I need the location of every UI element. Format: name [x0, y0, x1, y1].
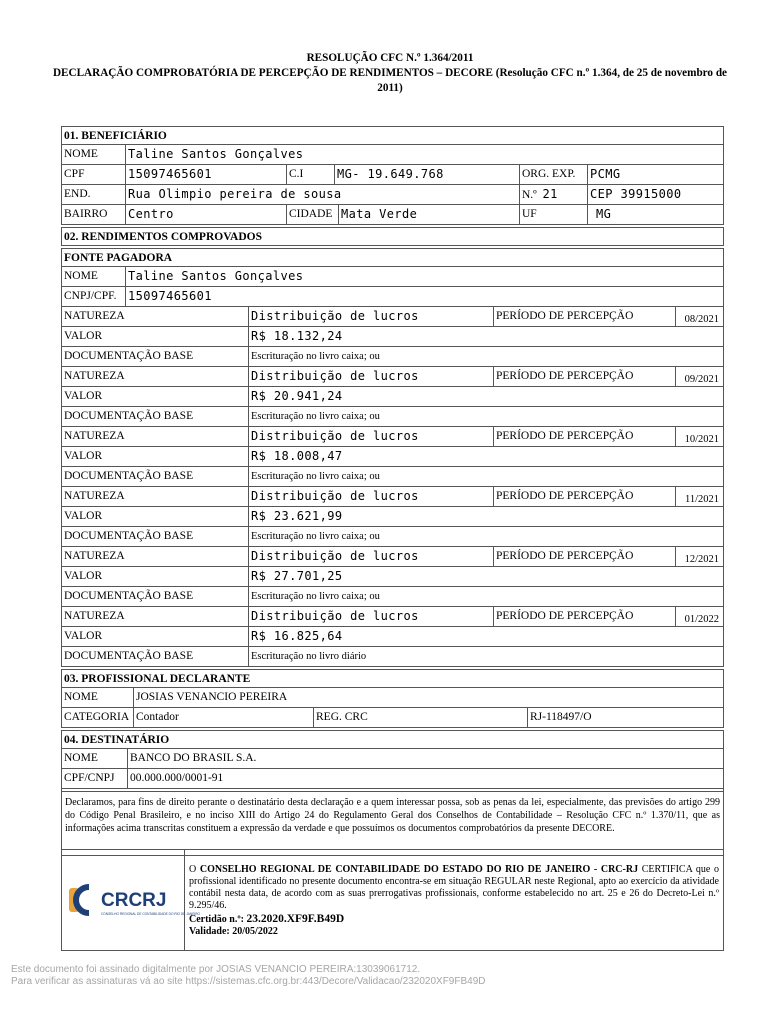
section-destinatario: 04. DESTINATÁRIO	[61, 730, 724, 749]
periodo-label: PERÍODO DE PERCEPÇÃO	[494, 547, 676, 566]
reg-crc-label: REG. CRC	[314, 708, 528, 727]
fonte-cnpj-label: CNPJ/CPF.	[62, 287, 126, 306]
profissional-nome-label: NOME	[62, 688, 134, 707]
beneficiario-cpf: 15097465601	[126, 165, 287, 184]
beneficiario-uf: MG	[596, 207, 612, 221]
signature-line: Este documento foi assinado digitalmente por JOSIAS VENANCIO PEREIRA:13039061712.	[11, 964, 421, 975]
fonte-cnpj-row	[61, 287, 724, 307]
natureza-value: Distribuição de lucros	[249, 427, 494, 446]
natureza-label: NATUREZA	[62, 427, 249, 446]
certidao-number: 23.2020.XF9F.B49D	[246, 913, 345, 925]
valor-row	[61, 507, 724, 527]
certificate-org: CONSELHO REGIONAL DE CONTABILIDADE DO ESTADO DO RIO DE JANEIRO - CRC-RJ	[199, 864, 639, 875]
certificate-statement: CERTIFICA que o profissional identificado no presente documento encontra-se em situação REGULAR neste Regional, apto ao exercício da atividade contábil nesta data, de acordo com as suas prerrogativas profissionais, conforme estabelecido no art. 25 e 26 do Decreto-Lei n.º 9.295/46.	[189, 864, 719, 911]
numero	[520, 185, 588, 204]
periodo-value-cell	[676, 427, 723, 446]
certidao-line	[189, 913, 719, 926]
validade-label: Validade:	[189, 926, 230, 937]
certidao-label: Certidão n.º:	[189, 914, 244, 925]
periodo-value-cell	[676, 547, 723, 566]
periodo-value-cell	[676, 307, 723, 326]
valor-value: R$ 23.621,99	[251, 509, 343, 523]
logo-subtext: CONSELHO REGIONAL DE CONTABILIDADE DO RIO DE JANEIRO	[101, 912, 201, 916]
periodo-value: 08/2021	[684, 314, 719, 325]
section-profissional: 03. PROFISSIONAL DECLARANTE	[61, 669, 724, 688]
natureza-label: NATUREZA	[62, 607, 249, 626]
documentacao-value: Escrituração no livro caixa; ou	[251, 531, 380, 542]
periodo-value: 10/2021	[684, 434, 719, 445]
natureza-row	[61, 307, 724, 327]
fonte-nome: Taline Santos Gonçalves	[128, 269, 304, 283]
certificate-prefix: O	[189, 864, 197, 875]
natureza-value: Distribuição de lucros	[249, 547, 494, 566]
beneficiario-bairro-row	[61, 205, 724, 225]
signature-footer	[11, 964, 486, 988]
documentacao-row	[61, 587, 724, 607]
logo-arc-icon	[76, 887, 89, 913]
documentacao-value: Escrituração no livro diário	[251, 651, 367, 662]
crc-certificate	[61, 849, 724, 951]
periodo-value-cell	[676, 487, 723, 506]
periodo-value: 11/2021	[684, 494, 719, 505]
fonte-cnpj: 15097465601	[128, 289, 212, 303]
profissional-categoria: Contador	[134, 708, 314, 727]
documentacao-value: Escrituração no livro caixa; ou	[251, 411, 380, 422]
natureza-value: Distribuição de lucros	[249, 607, 494, 626]
periodo-label: PERÍODO DE PERCEPÇÃO	[494, 307, 676, 326]
documentacao-label: DOCUMENTAÇÃO BASE	[62, 587, 249, 606]
periodo-label: PERÍODO DE PERCEPÇÃO	[494, 607, 676, 626]
documentacao-value: Escrituração no livro caixa; ou	[251, 591, 380, 602]
crcrj-logo-graphic	[67, 875, 201, 925]
profissional-reg-crc: RJ-118497/O	[530, 711, 592, 723]
natureza-row	[61, 427, 724, 447]
cpf-label: CPF	[62, 165, 126, 184]
documentacao-label: DOCUMENTAÇÃO BASE	[62, 347, 249, 366]
beneficiario-ci: MG- 19.649.768	[335, 165, 520, 184]
declaration-title: DECLARAÇÃO COMPROBATÓRIA DE PERCEPÇÃO DE RENDIMENTOS – DECORE (Resolução CFC n.º 1.364, de 25 de novembro de 2011)	[52, 67, 728, 94]
destinatario-nome-label: NOME	[62, 749, 128, 768]
periodo-value: 09/2021	[684, 374, 719, 385]
documentacao-label: DOCUMENTAÇÃO BASE	[62, 407, 249, 426]
logo-text: CRCRJ	[101, 890, 167, 911]
periodo-label: PERÍODO DE PERCEPÇÃO	[494, 487, 676, 506]
valor-row	[61, 567, 724, 587]
documentacao-row	[61, 347, 724, 367]
ci-label: C.I	[287, 165, 335, 184]
beneficiario-cidade: Mata Verde	[339, 205, 520, 224]
periodo-value: 12/2021	[684, 554, 719, 565]
document-header	[40, 51, 740, 96]
section-beneficiario: 01. BENEFICIÁRIO	[61, 126, 724, 145]
natureza-label: NATUREZA	[62, 307, 249, 326]
natureza-row	[61, 607, 724, 627]
natureza-value: Distribuição de lucros	[249, 307, 494, 326]
valor-label: VALOR	[62, 447, 249, 466]
documentacao-label: DOCUMENTAÇÃO BASE	[62, 467, 249, 486]
verification-link[interactable]: Para verificar as assinaturas vá ao site https://sistemas.cfc.org.br:443/Decore/Validacao/232020XF9FB49D	[11, 976, 486, 987]
valor-value: R$ 18.008,47	[251, 449, 343, 463]
fonte-nome-row	[61, 267, 724, 287]
beneficiario-cpf-row	[61, 165, 724, 185]
natureza-label: NATUREZA	[62, 367, 249, 386]
valor-label: VALOR	[62, 567, 249, 586]
documentacao-label: DOCUMENTAÇÃO BASE	[62, 527, 249, 546]
valor-label: VALOR	[62, 387, 249, 406]
validade-line	[189, 926, 719, 938]
profissional-categoria-row	[61, 708, 724, 728]
natureza-row	[61, 547, 724, 567]
beneficiario-bairro: Centro	[126, 205, 287, 224]
crcrj-logo	[62, 850, 201, 950]
bairro-label: BAIRRO	[62, 205, 126, 224]
documentacao-row	[61, 407, 724, 427]
valor-value: R$ 18.132,24	[251, 329, 343, 343]
valor-value: R$ 16.825,64	[251, 629, 343, 643]
valor-value: R$ 27.701,25	[251, 569, 343, 583]
valor-label: VALOR	[62, 627, 249, 646]
rendimentos-entries	[61, 307, 724, 667]
documentacao-label: DOCUMENTAÇÃO BASE	[62, 647, 249, 666]
periodo-value-cell	[676, 607, 723, 626]
periodo-label: PERÍODO DE PERCEPÇÃO	[494, 367, 676, 386]
valor-label: VALOR	[62, 507, 249, 526]
nome-label: NOME	[62, 145, 126, 164]
documentacao-row	[61, 647, 724, 667]
profissional-nome-row	[61, 688, 724, 708]
uf-label: UF	[520, 205, 588, 224]
profissional-nome: JOSIAS VENANCIO PEREIRA	[136, 691, 288, 703]
beneficiario-end-row	[61, 185, 724, 205]
validade-date: 20/05/2022	[232, 926, 278, 937]
numero-label: N.º	[522, 189, 537, 201]
natureza-row	[61, 487, 724, 507]
resolution-title: RESOLUÇÃO CFC N.º 1.364/2011	[306, 52, 474, 64]
certificate-body	[189, 864, 719, 912]
fonte-pagadora-title: FONTE PAGADORA	[61, 248, 724, 267]
natureza-row	[61, 367, 724, 387]
beneficiario-nome-row	[61, 145, 724, 165]
beneficiario-end: Rua Olimpio pereira de sousa	[126, 185, 520, 204]
fonte-nome-label: NOME	[62, 267, 126, 286]
org-exp-label: ORG. EXP.	[520, 165, 588, 184]
periodo-value: 01/2022	[684, 614, 719, 625]
natureza-value: Distribuição de lucros	[249, 367, 494, 386]
natureza-label: NATUREZA	[62, 487, 249, 506]
destinatario-cpf: 00.000.000/0001-91	[130, 772, 224, 784]
certificate-text	[185, 850, 723, 950]
periodo-label: PERÍODO DE PERCEPÇÃO	[494, 427, 676, 446]
documentacao-value: Escrituração no livro caixa; ou	[251, 471, 380, 482]
valor-row	[61, 447, 724, 467]
destinatario-nome: BANCO DO BRASIL S.A.	[130, 752, 257, 764]
categoria-label: CATEGORIA	[62, 708, 134, 727]
destinatario-cpf-label: CPF/CNPJ	[62, 769, 128, 788]
destinatario-cpf-row	[61, 769, 724, 789]
beneficiario-nome: Taline Santos Gonçalves	[128, 147, 304, 161]
declaration-text: Declaramos, para fins de direito perante o destinatário desta declaração e a quem interessar possa, sob as penas da lei, especialmente, das previsões do artigo 299 do Código Penal Brasileiro, e no inciso XIII do Artigo 24 do Regulamento Geral dos Conselhos de Contabilidade – Resolução CFC n.º 1.370/11, que as informações acima transcritas constituem a expressão da verdade e que possuímos os documentos comprobatórios da presente DECORE.	[61, 791, 724, 856]
natureza-label: NATUREZA	[62, 547, 249, 566]
valor-row	[61, 387, 724, 407]
cidade-label: CIDADE	[287, 205, 339, 224]
valor-row	[61, 627, 724, 647]
valor-label: VALOR	[62, 327, 249, 346]
beneficiario-cep: CEP 39915000	[590, 187, 682, 201]
documentacao-value: Escrituração no livro caixa; ou	[251, 351, 380, 362]
documentacao-row	[61, 467, 724, 487]
beneficiario-numero: 21	[542, 187, 558, 201]
section-rendimentos: 02. RENDIMENTOS COMPROVADOS	[61, 227, 724, 246]
end-label: END.	[62, 185, 126, 204]
beneficiario-org-exp: PCMG	[590, 167, 621, 181]
valor-value: R$ 20.941,24	[251, 389, 343, 403]
natureza-value: Distribuição de lucros	[249, 487, 494, 506]
valor-row	[61, 327, 724, 347]
decore-form	[61, 126, 724, 856]
periodo-value-cell	[676, 367, 723, 386]
documentacao-row	[61, 527, 724, 547]
destinatario-nome-row	[61, 749, 724, 769]
